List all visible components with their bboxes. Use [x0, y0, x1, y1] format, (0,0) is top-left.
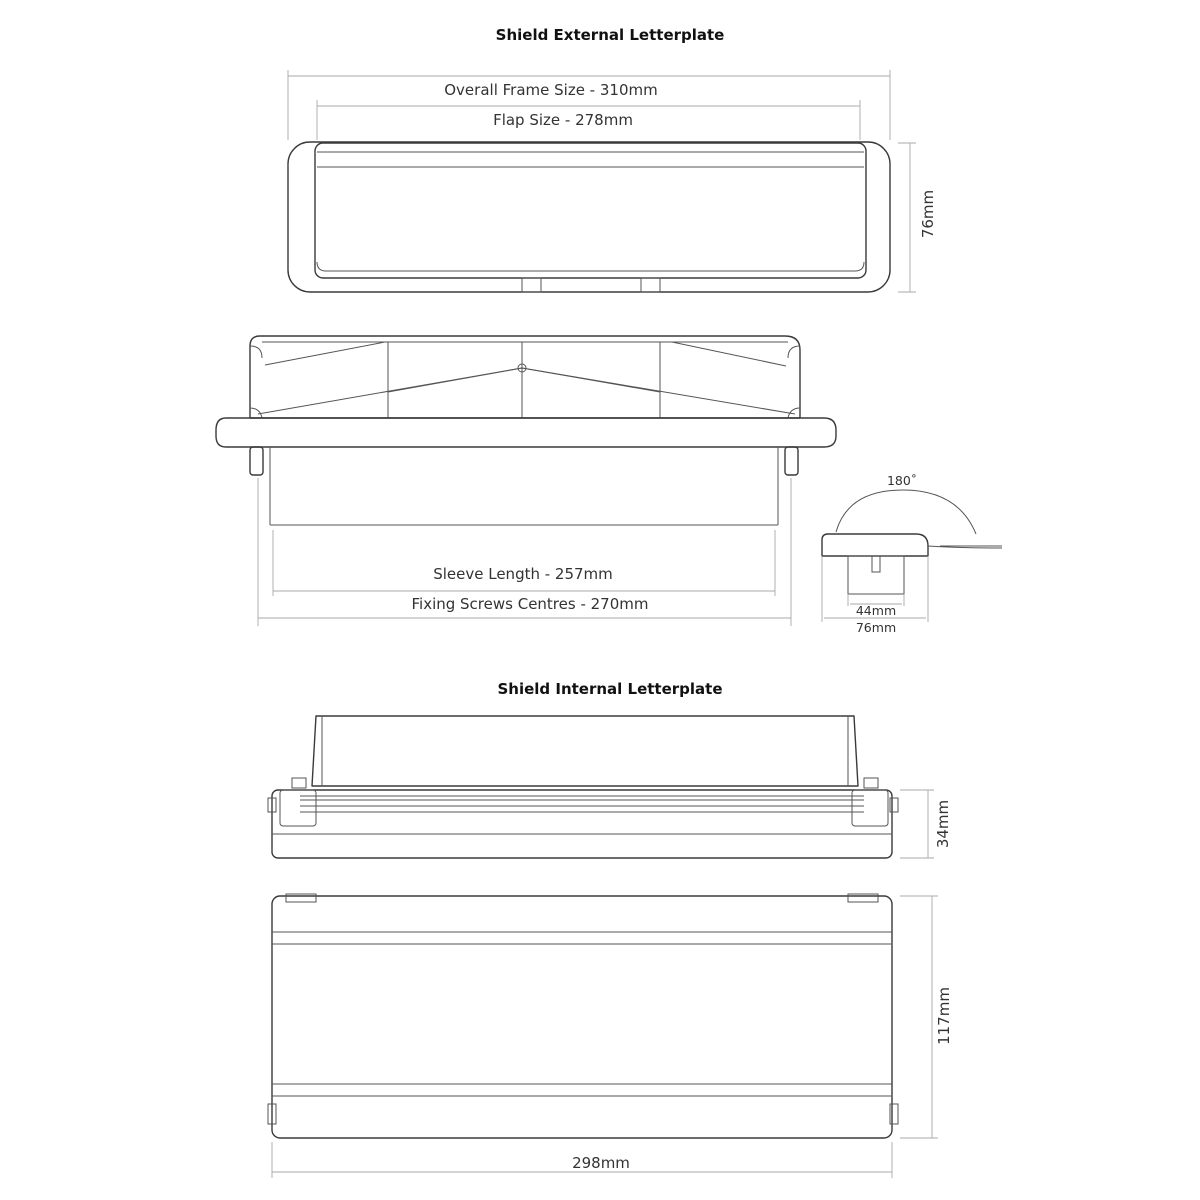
- internal-top-view: [268, 716, 898, 858]
- internal-height-label: 117mm: [935, 987, 953, 1045]
- sleeve-length-dimension: [273, 530, 775, 596]
- internal-width-dimension: [272, 1142, 892, 1178]
- overall-frame-label: Overall Frame Size - 310mm: [444, 81, 658, 99]
- internal-height-dimension: [900, 896, 953, 1138]
- external-front-view: [288, 142, 890, 292]
- sleeve-length-label: Sleeve Length - 257mm: [433, 565, 613, 583]
- external-title: Shield External Letterplate: [495, 26, 725, 44]
- internal-depth-label: 34mm: [934, 799, 952, 849]
- external-top-view: [216, 336, 836, 525]
- internal-width-label: 298mm: [572, 1154, 630, 1172]
- internal-depth-dimension: [900, 790, 952, 858]
- external-height-label: 76mm: [919, 189, 937, 239]
- flap-angle-label: 180˚: [886, 473, 918, 488]
- fixing-centres-label: Fixing Screws Centres - 270mm: [411, 595, 649, 613]
- flap-size-dimension: [317, 100, 860, 140]
- internal-title: Shield Internal Letterplate: [497, 680, 723, 698]
- internal-front-view: [268, 894, 898, 1138]
- side-outer-label: 76mm: [855, 620, 897, 635]
- external-side-view: [822, 473, 1002, 635]
- overall-frame-dimension: [288, 70, 890, 140]
- external-height-dimension: [898, 143, 937, 292]
- side-inner-label: 44mm: [855, 603, 897, 618]
- flap-size-label: Flap Size - 278mm: [493, 111, 633, 129]
- fixing-centres-dimension: [258, 478, 791, 626]
